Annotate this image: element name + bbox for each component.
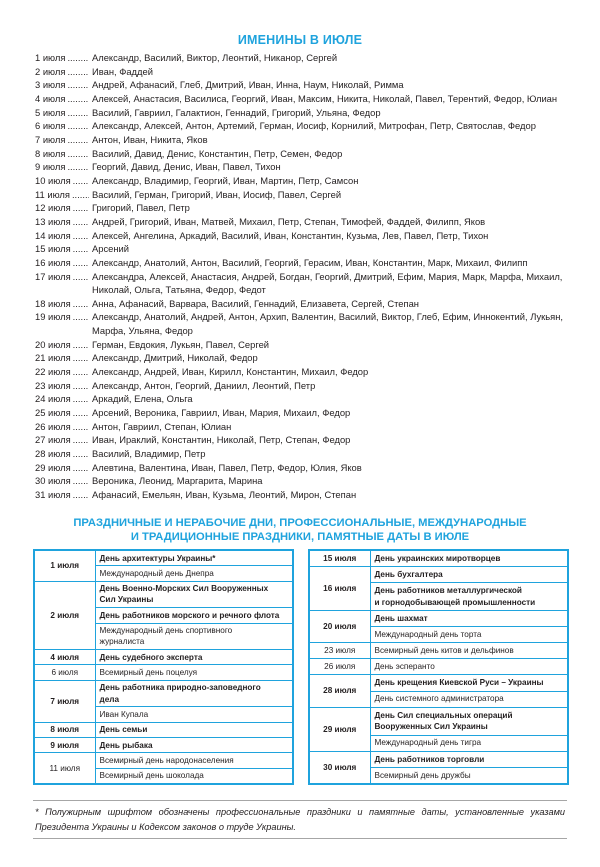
name-day-entry — [35, 133, 580, 147]
name-day-label — [35, 215, 89, 229]
name-day-label — [35, 474, 89, 488]
name-day-names: Александр, Дмитрий, Николай, Федор — [92, 352, 258, 364]
holiday-row — [34, 665, 293, 680]
holiday-row — [309, 550, 568, 567]
name-day-date: 1 июля — [35, 52, 66, 63]
name-day-label — [35, 160, 89, 174]
name-day-entry — [35, 160, 580, 174]
holiday-event: День системного администратора — [370, 691, 568, 707]
name-day-label — [35, 51, 89, 65]
holiday-event: День семьи — [95, 722, 293, 737]
name-day-date: 26 июля — [35, 420, 71, 432]
dot-leader — [73, 433, 89, 447]
holiday-event: День шахмат — [370, 611, 568, 627]
dot-leader — [73, 338, 89, 352]
name-day-entry — [35, 420, 580, 434]
name-day-names: Григорий, Павел, Петр — [92, 202, 190, 214]
name-day-date: 8 июля — [35, 147, 66, 159]
holiday-row — [34, 550, 293, 566]
name-day-names: Александр, Антон, Георгий, Даниил, Леонтий, Петр — [92, 379, 316, 391]
name-day-date: 14 июля — [35, 229, 71, 241]
name-day-entry — [35, 474, 580, 488]
name-day-entry — [35, 433, 580, 447]
name-day-date: 5 июля — [35, 106, 66, 118]
name-day-date: 2 июля — [35, 65, 66, 77]
dot-leader — [67, 160, 89, 174]
name-day-names: Александр, Василий, Виктор, Леонтий, Никанор, Сергей — [92, 52, 338, 63]
dot-leader — [73, 379, 89, 393]
name-day-date: 22 июля — [35, 366, 71, 378]
name-day-entry — [35, 338, 580, 352]
name-day-label — [35, 188, 89, 202]
name-day-label — [35, 65, 89, 79]
holiday-row — [309, 611, 568, 627]
holidays-table-left — [33, 549, 294, 785]
holiday-date: 11 июля — [34, 753, 95, 784]
name-day-names: Арсений — [92, 243, 130, 255]
dot-leader — [73, 256, 89, 270]
holiday-event: Международный день Днепра — [95, 566, 293, 581]
name-day-date: 20 июля — [35, 338, 71, 350]
holidays-title-line-1: ПРАЗДНИЧНЫЕ И НЕРАБОЧИЕ ДНИ, ПРОФЕССИОНАЛЬНЫЕ, МЕЖДУНАРОДНЫЕ — [73, 517, 527, 529]
name-day-date: 21 июля — [35, 352, 71, 364]
name-day-date: 31 июля — [35, 489, 71, 500]
name-day-entry — [35, 270, 580, 297]
dot-leader — [67, 119, 89, 133]
holiday-row — [34, 738, 293, 753]
holiday-event: День судебного эксперта — [95, 650, 293, 665]
dot-leader — [67, 92, 89, 106]
holiday-date: 23 июля — [309, 643, 370, 659]
dot-leader — [73, 351, 89, 365]
holiday-event: Международный день торта — [370, 627, 568, 643]
name-day-date: 4 июля — [35, 92, 66, 104]
name-day-names: Иван, Ираклий, Константин, Николай, Петр, Степан, Федор — [92, 434, 351, 446]
name-day-date: 7 июля — [35, 133, 66, 145]
name-day-label — [35, 229, 89, 243]
name-day-date: 16 июля — [35, 256, 71, 268]
holiday-event: Международный день спортивного журналиста — [95, 623, 293, 650]
holiday-date: 6 июля — [34, 665, 95, 680]
holiday-date: 8 июля — [34, 722, 95, 737]
name-day-label — [35, 392, 89, 406]
name-day-entry — [35, 406, 580, 420]
name-day-entry — [35, 51, 580, 65]
name-day-label — [35, 338, 89, 352]
holiday-date: 20 июля — [309, 611, 370, 643]
holiday-date: 4 июля — [34, 650, 95, 665]
name-day-names: Андрей, Григорий, Иван, Матвей, Михаил, Петр, Степан, Тимофей, Фаддей, Филипп, Яков — [92, 215, 486, 227]
name-day-names: Василий, Гавриил, Галактион, Геннадий, Григорий, Ульяна, Федор — [92, 106, 381, 118]
name-day-date: 25 июля — [35, 407, 71, 419]
name-day-date: 9 июля — [35, 161, 66, 173]
name-day-entry — [35, 461, 580, 475]
name-day-label — [35, 365, 89, 379]
name-day-names: Вероника, Леонид, Маргарита, Марина — [92, 475, 263, 487]
name-day-names: Арсений, Вероника, Гавриил, Иван, Мария, Михаил, Федор — [92, 407, 351, 419]
holiday-event: День украинских миротворцев — [370, 550, 568, 567]
name-day-entry — [35, 119, 580, 133]
name-day-names: Алевтина, Валентина, Иван, Павел, Петр, Федор, Юлия, Яков — [92, 461, 362, 473]
name-day-label — [35, 92, 89, 106]
name-day-date: 12 июля — [35, 202, 71, 214]
holiday-row — [34, 581, 293, 608]
name-day-entry — [35, 65, 580, 79]
name-day-names: Александра, Алексей, Анастасия, Андрей, Богдан, Георгий, Дмитрий, Ефим, Мария, Марк, Марфа, Михаил, Николай, Ольга, Татьяна, Федор, Федот — [92, 270, 563, 296]
name-day-date: 10 июля — [35, 174, 71, 186]
dot-leader — [67, 133, 89, 147]
holiday-event: День бухгалтера — [370, 567, 568, 583]
holiday-event: День рыбака — [95, 738, 293, 753]
name-day-entry — [35, 365, 580, 379]
name-day-label — [35, 433, 89, 447]
name-day-date: 17 июля — [35, 270, 71, 282]
holiday-event: День работника природно-заповедного дела — [95, 680, 293, 707]
dot-leader — [73, 406, 89, 420]
dot-leader — [73, 174, 89, 188]
name-day-names: Александр, Анатолий, Антон, Василий, Георгий, Герасим, Иван, Константин, Марк, Михаил, Филипп — [92, 256, 528, 268]
name-day-label — [35, 174, 89, 188]
name-day-label — [35, 133, 89, 147]
name-day-date: 11 июля — [35, 188, 70, 200]
name-day-label — [35, 379, 89, 393]
holiday-event: Всемирный день шоколада — [95, 768, 293, 784]
holiday-date: 2 июля — [34, 581, 95, 650]
holiday-date: 9 июля — [34, 738, 95, 753]
name-day-label — [35, 78, 89, 92]
name-day-names: Василий, Владимир, Петр — [92, 448, 206, 460]
name-day-label — [35, 256, 89, 270]
name-day-label — [35, 242, 89, 256]
holiday-date: 28 июля — [309, 675, 370, 707]
name-day-names: Андрей, Афанасий, Глеб, Дмитрий, Иван, Инна, Наум, Николай, Римма — [92, 79, 404, 91]
name-day-entry — [35, 201, 580, 215]
name-day-entry — [35, 488, 580, 502]
holiday-row — [309, 675, 568, 691]
footnote-line-2: Президента Украины и Кодексом законов о труде Украины. — [35, 821, 296, 832]
name-day-names: Георгий, Давид, Денис, Иван, Павел, Тихон — [92, 161, 281, 173]
name-day-entry — [35, 447, 580, 461]
dot-leader — [67, 106, 89, 120]
name-day-names: Аркадий, Елена, Ольга — [92, 393, 193, 405]
dot-leader — [73, 201, 89, 215]
name-day-label — [35, 447, 89, 461]
name-day-label — [35, 106, 89, 120]
name-day-entry — [35, 256, 580, 270]
name-day-entry — [35, 242, 580, 256]
holiday-row — [34, 722, 293, 737]
dot-leader — [73, 270, 89, 284]
name-day-label — [35, 310, 89, 324]
name-day-names: Александр, Алексей, Антон, Артемий, Герман, Иосиф, Корнилий, Митрофан, Петр, Святослав, Федор — [92, 120, 536, 132]
holiday-date: 29 июля — [309, 707, 370, 751]
dot-leader — [73, 242, 89, 256]
holiday-event: День работников торговли — [370, 751, 568, 767]
name-day-names: Алексей, Ангелина, Аркадий, Василий, Иван, Константин, Кузьма, Лев, Павел, Петр, Тихон — [92, 229, 489, 241]
name-day-names: Афанасий, Емельян, Иван, Кузьма, Леонтий, Мирон, Степан — [92, 489, 357, 500]
footnote-top-divider — [33, 800, 567, 801]
dot-leader — [67, 51, 89, 65]
holiday-event: День работников металлургической и горнодобывающей промышленности — [370, 583, 568, 611]
name-day-entry — [35, 106, 580, 120]
dot-leader — [73, 310, 89, 324]
name-day-entry — [35, 297, 580, 311]
name-day-names: Антон, Иван, Никита, Яков — [92, 133, 208, 145]
name-day-label — [35, 461, 89, 475]
name-day-date: 23 июля — [35, 379, 71, 391]
footnote-line-1: * Полужирным шрифтом обозначены профессиональные праздники и памятные даты, установленные указами — [35, 807, 565, 817]
dot-leader — [73, 297, 89, 311]
name-day-entry — [35, 215, 580, 229]
name-day-date: 28 июля — [35, 448, 71, 460]
holiday-date: 1 июля — [34, 550, 95, 581]
name-day-date: 27 июля — [35, 434, 71, 446]
name-day-entry — [35, 392, 580, 406]
name-day-date: 30 июля — [35, 475, 71, 487]
name-day-date: 15 июля — [35, 243, 71, 255]
holiday-event: День крещения Киевской Руси – Украины — [370, 675, 568, 691]
name-day-names: Анна, Афанасий, Варвара, Василий, Геннадий, Елизавета, Сергей, Степан — [92, 297, 419, 309]
name-day-date: 29 июля — [35, 461, 71, 473]
name-day-label — [35, 119, 89, 133]
dot-leader — [73, 474, 89, 488]
holiday-date: 7 июля — [34, 680, 95, 722]
name-day-entry — [35, 78, 580, 92]
footnote — [35, 805, 565, 834]
name-day-label — [35, 420, 89, 434]
holiday-event: День эсперанто — [370, 659, 568, 675]
holiday-row — [34, 753, 293, 768]
name-day-entry — [35, 188, 580, 202]
holiday-date: 16 июля — [309, 567, 370, 611]
name-day-entry — [35, 229, 580, 243]
holidays-title-line-2: И ТРАДИЦИОННЫЕ ПРАЗДНИКИ, ПАМЯТНЫЕ ДАТЫ В ИЮЛЕ — [130, 531, 470, 543]
name-day-names: Антон, Гавриил, Степан, Юлиан — [92, 420, 232, 432]
name-day-names: Алексей, Анастасия, Василиса, Георгий, Иван, Максим, Никита, Николай, Павел, Терентий, Федор, Юлиан — [92, 92, 558, 104]
holidays-table-right — [308, 549, 569, 785]
dot-leader — [73, 461, 89, 475]
name-days-title: ИМЕНИНЫ В ИЮЛЕ — [237, 33, 363, 47]
holiday-row — [34, 650, 293, 665]
name-day-date: 24 июля — [35, 393, 71, 405]
dot-leader — [73, 392, 89, 406]
holiday-event: День работников морского и речного флота — [95, 608, 293, 623]
holidays-title — [0, 516, 600, 544]
name-day-date: 18 июля — [35, 297, 71, 309]
name-day-entry — [35, 351, 580, 365]
holiday-date: 30 июля — [309, 751, 370, 784]
dot-leader — [67, 65, 89, 79]
holiday-event: Всемирный день китов и дельфинов — [370, 643, 568, 659]
name-day-entry — [35, 92, 580, 106]
dot-leader — [73, 365, 89, 379]
name-day-date: 6 июля — [35, 120, 66, 132]
name-day-names: Герман, Евдокия, Лукьян, Павел, Сергей — [92, 338, 270, 350]
name-days-list — [35, 51, 580, 502]
name-day-entry — [35, 310, 580, 337]
dot-leader — [72, 188, 89, 202]
holiday-event: День Сил специальных операций Вооруженных Сил Украины — [370, 707, 568, 735]
name-day-entry — [35, 147, 580, 161]
holiday-event: Всемирный день народонаселения — [95, 753, 293, 768]
holiday-event: День Военно-Морских Сил Вооруженных Сил Украины — [95, 581, 293, 608]
holiday-row — [309, 707, 568, 735]
name-day-date: 13 июля — [35, 215, 71, 227]
dot-leader — [67, 147, 89, 161]
holiday-row — [309, 659, 568, 675]
holiday-row — [34, 680, 293, 707]
name-day-names: Иван, Фаддей — [92, 65, 153, 77]
name-day-names: Василий, Давид, Денис, Константин, Петр, Семен, Федор — [92, 147, 343, 159]
name-day-date: 3 июля — [35, 79, 66, 91]
dot-leader — [73, 488, 89, 502]
name-day-entry — [35, 379, 580, 393]
name-day-entry — [35, 174, 580, 188]
footnote-bottom-divider — [33, 838, 567, 839]
name-day-names: Александр, Анатолий, Андрей, Антон, Архип, Валентин, Василий, Виктор, Глеб, Ефим, Иннокентий, Лукьян, Марфа, Ульяна, Федор — [92, 311, 564, 337]
name-day-label — [35, 351, 89, 365]
name-day-label — [35, 406, 89, 420]
holiday-row — [309, 643, 568, 659]
name-day-label — [35, 147, 89, 161]
dot-leader — [73, 229, 89, 243]
name-day-names: Василий, Герман, Григорий, Иван, Иосиф, Павел, Сергей — [92, 188, 342, 200]
holiday-date: 15 июля — [309, 550, 370, 567]
name-day-label — [35, 201, 89, 215]
holiday-event: Всемирный день поцелуя — [95, 665, 293, 680]
holiday-row — [309, 567, 568, 583]
holiday-event: Всемирный день дружбы — [370, 767, 568, 784]
name-day-label — [35, 297, 89, 311]
name-day-label — [35, 488, 89, 502]
holiday-date: 26 июля — [309, 659, 370, 675]
holiday-event: День архитектуры Украины* — [95, 550, 293, 566]
holiday-row — [309, 751, 568, 767]
name-day-names: Александр, Владимир, Георгий, Иван, Мартин, Петр, Самсон — [92, 174, 359, 186]
dot-leader — [73, 447, 89, 461]
dot-leader — [73, 215, 89, 229]
name-day-date: 19 июля — [35, 311, 71, 323]
holiday-event: Международный день тигра — [370, 735, 568, 751]
name-day-names: Александр, Андрей, Иван, Кирилл, Константин, Михаил, Федор — [92, 366, 369, 378]
dot-leader — [73, 420, 89, 434]
name-day-label — [35, 270, 89, 284]
dot-leader — [67, 78, 89, 92]
holiday-event: Иван Купала — [95, 707, 293, 722]
